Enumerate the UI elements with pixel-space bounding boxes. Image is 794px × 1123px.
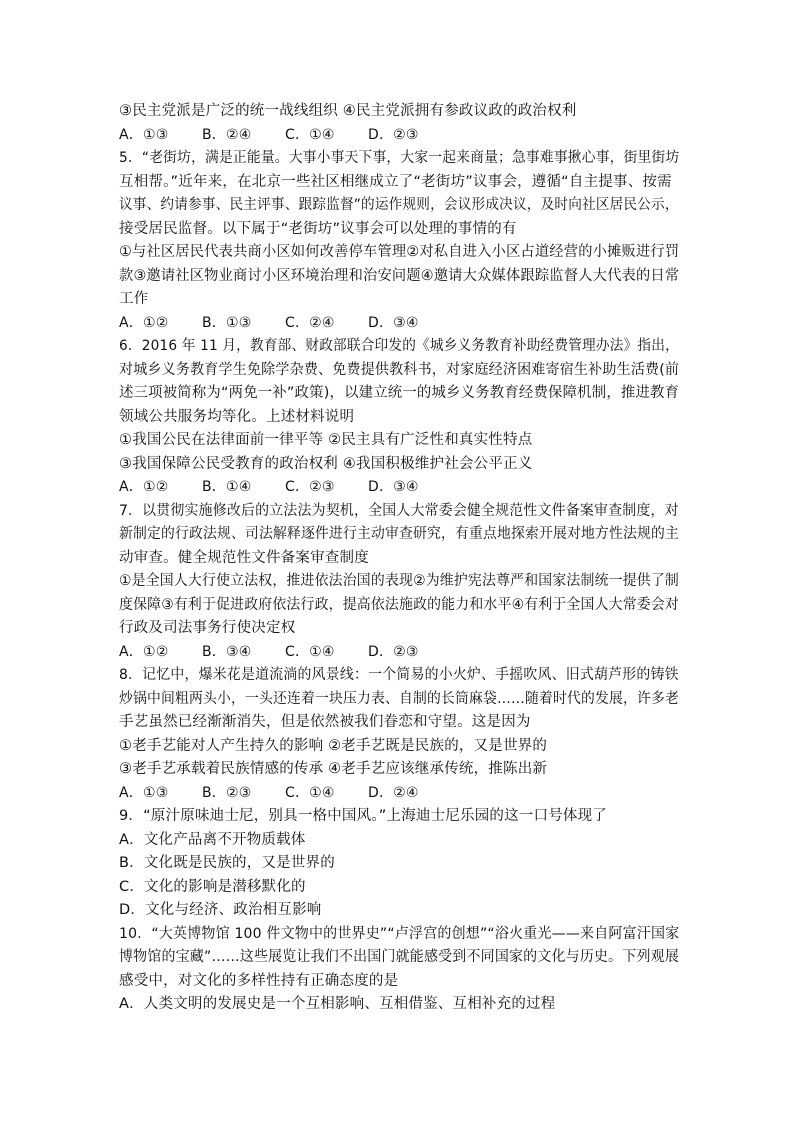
text-line: 款③邀请社区物业商讨小区环境治理和治安问题④邀请大众媒体跟踪监督人大代表的日常 [119, 267, 680, 284]
option-line: A．文化产品离不开物质载体 [119, 831, 306, 848]
question-7-line: 7．以贯彻实施修改后的立法法为契机，全国人大常委会健全规范性文件备案审查制度，对 [119, 502, 679, 519]
option-b: B．①④ [202, 479, 252, 495]
text-line: ①我国公民在法律面前一律平等 ②民主具有广泛性和真实性特点 [119, 432, 533, 448]
option-a: A．①③ [119, 784, 169, 801]
text-line: 互相帮。”近年来，在北京一些社区相继成立了“老街坊”议事会，遵循“自主提事、按需 [119, 173, 672, 190]
text-line: 工作 [119, 291, 149, 307]
option-c: C．②③ [285, 479, 335, 495]
text-line: ③我国保障公民受教育的政治权利 ④我国积极维护社会公平正义 [119, 455, 533, 472]
option-c: C．①④ [285, 643, 335, 660]
text-line: 行政及司法事务行使决定权 [119, 620, 296, 636]
option-b: B．②④ [202, 126, 252, 143]
text-line: 手艺虽然已经渐渐消失，但是依然被我们眷恋和守望。这是因为 [119, 714, 531, 730]
text-line: 动审查。健全规范性文件备案审查制度 [119, 549, 369, 566]
question-9-line: 9．“原汁原味迪士尼，别具一格中国风。”上海迪士尼乐园的这一口号体现了 [119, 808, 607, 824]
option-d: D．②④ [368, 784, 419, 801]
option-c: C．②④ [285, 314, 335, 331]
option-d: D．②③ [368, 126, 419, 143]
text-line: 述三项被简称为“两免一补”政策)，以建立统一的城乡义务教育经费保障机制，推进教育 [119, 385, 680, 401]
option-a: A．①② [119, 643, 169, 660]
question-6-line: 6．2016 年 11 月，教育部、财政部联合印发的《城乡义务教育补助经费管理办法》指出， [119, 338, 679, 354]
option-b: B．②③ [202, 784, 252, 801]
option-c: C．①④ [285, 126, 335, 143]
text-line: ①老手艺能对人产生持久的影响 ②老手艺既是民族的，又是世界的 [119, 737, 548, 754]
option-line: A．人类文明的发展史是一个互相影响、互相借鉴、互相补充的过程 [119, 996, 556, 1012]
answer-options [119, 124, 679, 148]
text-line: 接受居民监督。以下属于“老街坊”议事会可以处理的事情的有 [119, 220, 517, 237]
option-line: D．文化与经济、政治相互影响 [119, 902, 322, 918]
text-line: 炒锅中间粗两头小，一头还连着一块压力表、自制的长筒麻袋……随着时代的发展，许多老 [119, 690, 679, 707]
option-d: D．③④ [368, 479, 419, 495]
text-line: 领域公共服务均等化。上述材料说明 [119, 408, 355, 425]
text-line: ①是全国人大行使立法权，推进依法治国的表现②为维护宪法尊严和国家法制统一提供了制 [119, 573, 679, 589]
answer-options [119, 312, 679, 336]
option-line: B．文化既是民族的，又是世界的 [119, 855, 335, 871]
text-line: ①与社区居民代表共商小区如何改善停车管理②对私自进入小区占道经营的小摊贩进行罚 [119, 244, 680, 260]
question-5-line: 5．“老街坊，满是正能量。大事小事天下事，大家一起来商量；急事难事揪心事，街里街坊 [119, 150, 680, 166]
option-d: D．③④ [368, 314, 419, 331]
option-line: C．文化的影响是潜移默化的 [119, 878, 306, 895]
answer-options [119, 782, 679, 806]
text-line: 博物馆的宝藏”……这些展览让我们不出国门就能感受到不同国家的文化与历史。下列观展 [119, 949, 680, 965]
answer-options [119, 476, 679, 500]
question-8-line: 8．记忆中，爆米花是道流淌的风景线：一个简易的小火炉、手摇吹风、旧式葫芦形的铸铁 [119, 667, 679, 683]
option-b: B．③④ [202, 643, 252, 660]
option-a: A．①② [119, 479, 169, 495]
text-line: ③老手艺承载着民族情感的传承 ④老手艺应该继承传统，推陈出新 [119, 761, 548, 777]
option-d: D．②③ [368, 643, 419, 660]
text-line: 议事、约请参事、民主评事、跟踪监督”的运作规则，会议形成决议，及时向社区居民公示， [119, 197, 679, 213]
text-line: 度保障③有利于促进政府依法行政，提高依法施政的能力和水平④有利于全国人大常委会对 [119, 596, 679, 613]
option-c: C．①④ [285, 784, 335, 801]
answer-options [119, 641, 679, 665]
page-content [119, 100, 679, 1017]
text-line: ③民主党派是广泛的统一战线组织 ④民主党派拥有参政议政的政治权利 [119, 103, 577, 119]
option-a: A．①② [119, 314, 169, 331]
option-b: B．①③ [202, 314, 252, 331]
option-a: A．①③ [119, 126, 169, 143]
text-line: 对城乡义务教育学生免除学杂费、免费提供教科书，对家庭经济困难寄宿生补助生活费(前 [119, 361, 680, 378]
question-10-line: 10．“大英博物馆 100 件文物中的世界史”“卢浮宫的创想”“浴火重光——来自阿富汗国家 [119, 925, 680, 942]
text-line: 感受中，对文化的多样性持有正确态度的是 [119, 972, 399, 989]
text-line: 新制定的行政法规、司法解释逐件进行主动审查研究，有重点地探索开展对地方性法规的主 [119, 526, 679, 542]
